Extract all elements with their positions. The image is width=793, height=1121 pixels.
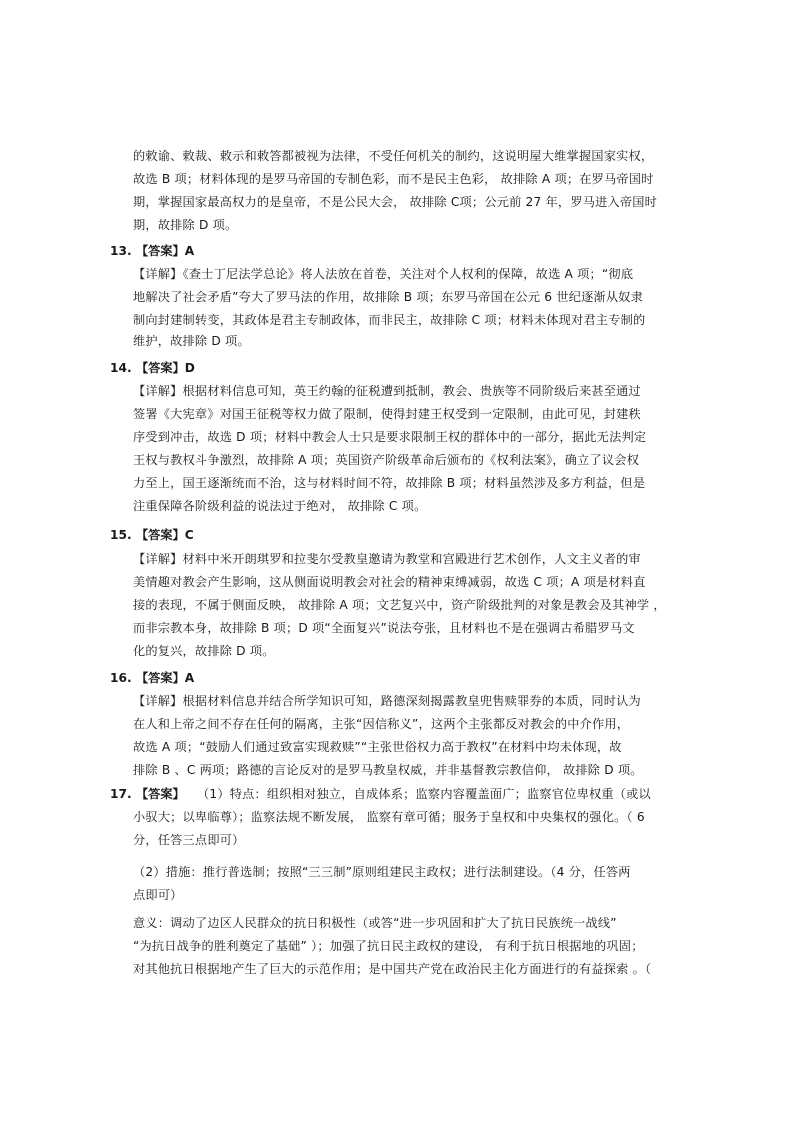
text-line: 【详解】根据材料信息可知，英王约翰的征税遭到抵制，教会、贵族等不同阶级后来甚至通过: [133, 384, 641, 398]
text-line: 对其他抗日根据地产生了巨大的示范作用；是中国共产党在政治民主化方面进行的有益探索 。（: [133, 962, 652, 976]
text-line: 故选 A 项；“鼓励人们通过致富实现救赎”“主张世俗权力高于教权”在材料中均未体现，故: [133, 740, 622, 754]
text-line: 小驭大；以卑临尊）；监察法规不断发展， 监察有章可循；服务于皇权和中央集权的强化。（ 6: [133, 810, 645, 824]
question-number: 14.: [110, 361, 132, 375]
text-line: 地解决了社会矛盾”夸大了罗马法的作用，故排除 B 项；东罗马帝国在公元 6 世纪逐渐从奴隶: [133, 290, 644, 304]
question-number: 13.: [110, 244, 132, 258]
text-line: 化的复兴，故排除 D 项。: [133, 644, 275, 658]
text-line: 在人和上帝之间不存在任何的隔离，主张“因信称义”，这两个主张都反对教会的中介作用，: [133, 717, 630, 731]
text-line: 【详解】《查士丁尼法学总论》将人法放在首卷，关注对个人权利的保障，故选 A 项；“彻底: [133, 267, 634, 281]
answer-heading: 【答案】A: [136, 244, 195, 258]
text-line: “为抗日战争的胜利奠定了基础” ）；加强了抗日民主政权的建设， 有利于抗日根据地的巩固；: [133, 939, 644, 953]
text-line: 制向封建制转变，其政体是君主专制政体，而非民主，故排除 C 项；材料未体现对君主专制的: [133, 313, 646, 327]
text-line: 期，掌握国家最高权力的是皇帝，不是公民大会， 故排除 C项；公元前 27 年，罗马进入帝国时: [133, 195, 658, 209]
question-number: 17.: [110, 787, 132, 801]
text-line: 的敕谕、敕裁、敕示和敕答都被视为法律，不受任何机关的制约，这说明屋大维掌握国家实权，: [133, 149, 654, 163]
text-line: 排除 B 、C 两项；路德的言论反对的是罗马教皇权威，并非基督教宗教信仰， 故排除 D 项。: [133, 763, 643, 777]
text-line: 分，任答三点即可）: [133, 833, 245, 847]
text-line: 期，故排除 D 项。: [133, 218, 238, 232]
answer-heading: 【答案】C: [136, 528, 194, 542]
text-line: 故选 B 项；材料体现的是罗马帝国的专制色彩，而不是民主色彩， 故排除 A 项；在罗马帝国时: [133, 172, 654, 186]
text-line: 注重保障各阶级利益的说法过于绝对， 故排除 C 项。: [133, 499, 427, 513]
text-line: 序受到冲击，故选 D 项；材料中教会人士只是要求限制王权的群体中的一部分，据此无法判定: [133, 430, 647, 444]
answer-heading: 【答案】: [136, 787, 185, 801]
text-line: 美情趣对教会产生影响，这从侧面说明教会对社会的精神束缚减弱，故选 C 项；A 项是材料直: [133, 575, 646, 589]
text-line: 【详解】材料中米开朗琪罗和拉斐尔受教皇邀请为教堂和宫殿进行艺术创作，人文主义者的审: [133, 552, 641, 566]
text-line: 维护，故排除 D 项。: [133, 334, 250, 348]
text-line: 力至上，国王逐渐统而不治，这与材料时间不符，故排除 B 项；材料虽然涉及多方利益，但是: [133, 476, 646, 490]
text-line: 【详解】根据材料信息并结合所学知识可知，路德深刻揭露教皇兜售赎罪券的本质，同时认为: [133, 694, 641, 708]
answer-heading: 【答案】A: [136, 671, 195, 685]
text-line: （1）特点：组织相对独立，自成体系；监察内容覆盖面广；监察官位卑权重（或以: [197, 787, 651, 801]
text-line: 王权与教权斗争激烈，故排除 A 项；英国资产阶级革命后颁布的《权利法案》，确立了议会权: [133, 453, 640, 467]
text-line: 而非宗教本身，故排除 B 项；D 项“全面复兴”说法夸张，且材料也不是在强调古希腊罗马文: [133, 621, 635, 635]
question-number: 16.: [110, 671, 132, 685]
text-line: 签署《大宪章》对国王征税等权力做了限制，使得封建王权受到一定限制，由此可见，封建秩: [133, 407, 641, 421]
question-number: 15.: [110, 528, 132, 542]
text-line: 接的表现，不属于侧面反映， 故排除 A 项；文艺复兴中，资产阶级批判的对象是教会及其神学 ，: [133, 598, 666, 612]
text-line: 意义：调动了边区人民群众的抗日积极性（或答“进一步巩固和扩大了抗日民族统一战线”: [133, 916, 617, 930]
text-line: 点即可）: [133, 888, 183, 902]
answer-heading: 【答案】D: [136, 361, 195, 375]
text-line: （2）措施：推行普选制；按照“三三制”原则组建民主政权；进行法制建设。（4 分，任答两: [133, 865, 631, 879]
